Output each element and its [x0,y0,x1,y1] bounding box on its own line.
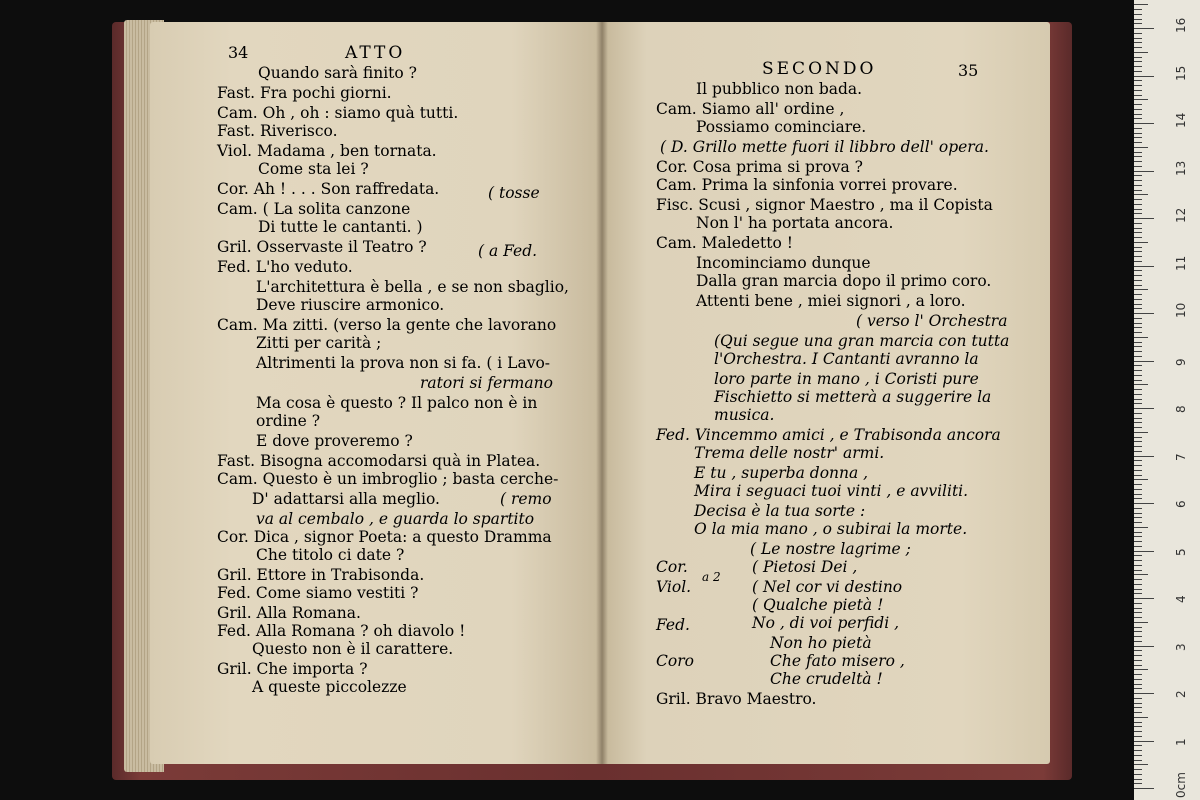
ruler-tick [1134,14,1142,15]
text-line: Viol. Madama , ben tornata. [217,142,437,160]
text-line: ( Qualche pietà ! [752,596,884,614]
text-line: Trema delle nostr' armi. [694,444,885,462]
ruler-tick [1134,57,1142,58]
ruler-tick [1134,204,1142,205]
ruler-tick [1134,266,1154,267]
ruler-tick [1134,665,1142,666]
ruler-tick [1134,147,1148,148]
ruler-tick [1134,28,1154,29]
text-line: ( Nel cor vi destino [752,578,903,596]
text-line: ( Le nostre lagrime ; [750,540,911,558]
ruler-tick [1134,603,1142,604]
text-line: Non l' ha portata ancora. [696,214,894,232]
ruler-tick [1134,185,1142,186]
speaker-label: Viol. [656,578,692,596]
ruler-tick [1134,432,1148,433]
stage-direction: va al cembalo , e guarda lo spartito [256,510,535,528]
ruler-label: 4 [1174,595,1188,603]
stage-direction: musica. [714,406,775,424]
ruler-tick [1134,498,1142,499]
ruler-tick [1134,370,1142,371]
ruler-tick [1134,285,1142,286]
text-line: Il pubblico non bada. [696,80,863,98]
ruler-tick [1134,769,1142,770]
ruler-tick [1134,636,1142,637]
ruler-tick [1134,631,1142,632]
text-line: Cor. Dica , signor Poeta: a questo Dramma [217,528,552,546]
ruler-tick [1134,479,1148,480]
text-line: Ma cosa è questo ? Il palco non è in [256,394,538,412]
ruler-tick [1134,517,1142,518]
ruler-tick [1134,66,1142,67]
text-line: Gril. Ettore in Trabisonda. [217,566,425,584]
text-line: Gril. Osservaste il Teatro ? [217,238,427,256]
ruler-tick [1134,47,1142,48]
text-line: D' adattarsi alla meglio. [252,490,440,508]
ruler-tick [1134,361,1154,362]
ruler-tick [1134,684,1142,685]
ruler-tick [1134,294,1142,295]
ruler-tick [1134,394,1142,395]
text-line: Cam. Ma zitti. (verso la gente che lavorano [217,316,557,334]
ruler-label: 5 [1174,547,1188,556]
ruler-tick [1134,413,1142,414]
stage-direction: (Qui segue una gran marcia con tutta [714,332,1010,350]
text-line: Attenti bene , miei signori , a loro. [696,292,966,310]
ruler-tick [1134,755,1142,756]
ruler-tick [1134,731,1142,732]
ruler-tick [1134,760,1142,761]
text-line: Mira i seguaci tuoi vinti , e avviliti. [694,482,969,500]
ruler-label: 16 [1174,17,1188,33]
ruler-tick [1134,23,1142,24]
text-line: Dalla gran marcia dopo il primo coro. [696,272,992,290]
text-line: Non ho pietà [770,634,872,652]
ruler-tick [1134,76,1154,77]
speaker-label: Coro [656,652,694,670]
text-line: Cam. Prima la sinfonia vorrei provare. [656,176,958,194]
ruler-tick [1134,109,1142,110]
ruler-label: 15 [1174,65,1188,81]
text-line: Fed. Come siamo vestiti ? [217,584,419,602]
text-line: Fed. Alla Romana ? oh diavolo ! [217,622,466,640]
ruler-tick [1134,489,1142,490]
ruler-tick [1134,346,1142,347]
ruler-tick [1134,80,1142,81]
ruler-tick [1134,142,1142,143]
ruler-label: 8 [1174,405,1188,413]
ruler-tick [1134,693,1154,694]
ruler-tick [1134,327,1142,328]
stage-direction: Fischietto si metterà a suggerire la [714,388,992,406]
ruler-tick [1134,608,1142,609]
text-line: Cor. Ah ! . . . Son raffredata. [217,180,440,198]
text-line: Fed. L'ho veduto. [217,258,353,276]
ruler-tick [1134,451,1142,452]
ruler-tick [1134,551,1154,552]
text-line: ( Pietosi Dei , [752,558,858,576]
ruler-tick [1134,42,1142,43]
ruler-tick [1134,342,1142,343]
ruler-label: 11 [1174,255,1188,271]
ruler-tick [1134,446,1142,447]
ruler-label: 14 [1174,112,1188,128]
a-due-marker: a 2 [702,570,721,584]
ruler-tick [1134,494,1142,495]
ruler-tick [1134,726,1142,727]
left-page-number: 34 [228,43,249,62]
ruler-tick [1134,465,1142,466]
text-line: Cor. Cosa prima si prova ? [656,158,863,176]
ruler-tick [1134,304,1142,305]
ruler-label: 9 [1174,357,1188,366]
gutter [596,22,608,764]
ruler-tick [1134,589,1142,590]
ruler-tick [1134,546,1142,547]
ruler-tick [1134,745,1142,746]
text-line: Possiamo cominciare. [696,118,867,136]
stage-direction: l'Orchestra. I Cantanti avranno la [714,350,979,368]
text-line: Zitti per carità ; [256,334,382,352]
text-line: Fast. Riverisco. [217,122,338,140]
text-line: Che fato misero , [770,652,905,670]
stage-direction: ( verso l' Orchestra [856,312,1008,330]
text-line: O la mia mano , o subirai la morte. [694,520,968,538]
ruler-tick [1134,560,1142,561]
ruler-tick [1134,389,1142,390]
ruler-tick [1134,641,1142,642]
ruler-tick [1134,33,1142,34]
ruler-tick [1134,261,1142,262]
text-line: Cam. ( La solita canzone [217,200,411,218]
ruler-tick [1134,199,1142,200]
ruler-tick [1134,536,1142,537]
ruler-tick [1134,38,1142,39]
ruler-tick [1134,175,1142,176]
ruler-tick [1134,532,1142,533]
ruler-tick [1134,764,1148,765]
ruler-tick [1134,128,1142,129]
ruler-tick [1134,85,1142,86]
text-line: Come sta lei ? [258,160,369,178]
stage-direction: ratori si fermano [420,374,553,392]
ruler-tick [1134,503,1154,504]
stage-direction: ( D. Grillo mette fuori il libbro dell' opera. [660,138,989,156]
text-line: Fed. Vincemmo amici , e Trabisonda ancora [656,426,1001,444]
ruler-tick [1134,4,1148,5]
ruler-tick [1134,779,1142,780]
ruler-tick [1134,427,1142,428]
ruler-tick [1134,774,1142,775]
ruler-tick [1134,270,1142,271]
ruler-label: 7 [1174,452,1188,461]
ruler-tick [1134,750,1142,751]
ruler-tick [1134,541,1142,542]
ruler-tick [1134,351,1142,352]
ruler-tick [1134,166,1142,167]
ruler-tick [1134,650,1142,651]
left-page-heading: ATTO [345,43,406,63]
right-page-heading: SECONDO [762,59,877,79]
ruler-tick [1134,247,1142,248]
ruler-label: 6 [1174,500,1188,508]
ruler-tick [1134,555,1142,556]
ruler-tick [1134,598,1154,599]
text-line: Di tutte le cantanti. ) [258,218,423,236]
ruler-label: 3 [1174,642,1188,651]
ruler-tick [1134,707,1142,708]
ruler-tick [1134,232,1142,233]
ruler-tick [1134,323,1142,324]
ruler-tick [1134,337,1148,338]
ruler-tick [1134,627,1142,628]
ruler-tick [1134,90,1142,91]
stage-direction: ( a Fed. [478,242,538,260]
ruler-label: 13 [1174,160,1188,176]
right-page-number: 35 [958,61,979,80]
measurement-ruler [1134,0,1200,800]
ruler-tick [1134,522,1142,523]
ruler-tick [1134,403,1142,404]
ruler-tick [1134,104,1142,105]
ruler-label: 2 [1174,690,1188,698]
ruler-tick [1134,242,1148,243]
ruler-tick [1134,579,1142,580]
ruler-tick [1134,617,1142,618]
ruler-tick [1134,384,1148,385]
ruler-tick [1134,171,1154,172]
text-line: ordine ? [256,412,321,430]
ruler-tick [1134,114,1142,115]
text-line: Incominciamo dunque [696,254,871,272]
text-line: L'architettura è bella , e se non sbaglio, [256,278,569,296]
ruler-tick [1134,460,1142,461]
ruler-tick [1134,622,1148,623]
text-line: Cam. Questo è un imbroglio ; basta cerche- [217,470,559,488]
text-line: E dove proveremo ? [256,432,413,450]
ruler-tick [1134,612,1142,613]
ruler-tick [1134,570,1142,571]
ruler-tick [1134,61,1142,62]
ruler-tick [1134,133,1142,134]
ruler-tick [1134,365,1142,366]
ruler-tick [1134,9,1142,10]
ruler-tick [1134,251,1142,252]
ruler-tick [1134,698,1142,699]
ruler-tick [1134,703,1142,704]
ruler-tick [1134,593,1142,594]
ruler-tick [1134,669,1148,670]
ruler-tick [1134,527,1148,528]
text-line: Questo non è il carattere. [252,640,454,658]
ruler-tick [1134,380,1142,381]
ruler-tick [1134,484,1142,485]
ruler-tick [1134,209,1142,210]
ruler-tick [1134,52,1148,53]
text-line: E tu , superba donna , [694,464,869,482]
ruler-label: 0cm [1174,772,1188,798]
ruler-tick [1134,574,1148,575]
ruler-tick [1134,508,1142,509]
ruler-tick [1134,475,1142,476]
text-line: No , di voi perfidi , [752,614,900,632]
stage-direction: ( tosse [488,184,540,202]
text-line: Fast. Bisogna accomodarsi quà in Platea. [217,452,541,470]
text-line: Fisc. Scusi , signor Maestro , ma il Copista [656,196,993,214]
ruler-tick [1134,275,1142,276]
ruler-tick [1134,422,1142,423]
text-line: Cam. Siamo all' ordine , [656,100,845,118]
text-line: Che crudeltà ! [770,670,883,688]
ruler-tick [1134,71,1142,72]
ruler-label: 12 [1174,207,1188,223]
ruler-tick [1134,123,1154,124]
speaker-label: Fed. [656,616,690,634]
ruler-tick [1134,194,1148,195]
ruler-label: 10 [1174,302,1188,318]
ruler-tick [1134,741,1154,742]
ruler-tick [1134,256,1142,257]
text-line: Altrimenti la prova non si fa. ( i Lavo- [256,354,551,372]
ruler-tick [1134,655,1142,656]
ruler-tick [1134,513,1142,514]
text-line: Deve riuscire armonico. [256,296,445,314]
ruler-tick [1134,280,1142,281]
ruler-tick [1134,152,1142,153]
ruler-tick [1134,237,1142,238]
ruler-tick [1134,441,1142,442]
ruler-tick [1134,456,1154,457]
ruler-tick [1134,437,1142,438]
text-line: Gril. Che importa ? [217,660,368,678]
ruler-tick [1134,399,1142,400]
ruler-tick [1134,313,1154,314]
ruler-tick [1134,470,1142,471]
text-line: Cam. Oh , oh : siamo quà tutti. [217,104,459,122]
ruler-label: 1 [1174,737,1188,746]
stage-direction: ( remo [500,490,552,508]
ruler-tick [1134,299,1142,300]
text-line: Gril. Alla Romana. [217,604,361,622]
ruler-tick [1134,712,1142,713]
ruler-tick [1134,213,1142,214]
ruler-tick [1134,674,1142,675]
text-line: Fast. Fra pochi giorni. [217,84,392,102]
ruler-tick [1134,161,1142,162]
ruler-tick [1134,318,1142,319]
ruler-tick [1134,356,1142,357]
ruler-tick [1134,584,1142,585]
ruler-tick [1134,375,1142,376]
speaker-label: Cor. [656,558,688,576]
ruler-tick [1134,190,1142,191]
text-line: Decisa è la tua sorte : [694,502,866,520]
ruler-tick [1134,565,1142,566]
ruler-tick [1134,418,1142,419]
ruler-tick [1134,722,1142,723]
ruler-tick [1134,688,1142,689]
ruler-tick [1134,332,1142,333]
ruler-tick [1134,736,1142,737]
ruler-tick [1134,137,1142,138]
stage-direction: loro parte in mano , i Coristi pure [714,370,979,388]
ruler-tick [1134,679,1142,680]
text-line: A queste piccolezze [252,678,407,696]
ruler-tick [1134,180,1142,181]
text-line: Quando sarà finito ? [258,64,417,82]
ruler-tick [1134,218,1154,219]
ruler-tick [1134,660,1142,661]
ruler-tick [1134,408,1154,409]
ruler-tick [1134,308,1142,309]
ruler-tick [1134,289,1148,290]
text-line: Che titolo ci date ? [256,546,405,564]
ruler-tick [1134,788,1154,789]
ruler-tick [1134,223,1142,224]
ruler-tick [1134,156,1142,157]
ruler-tick [1134,95,1142,96]
ruler-tick [1134,99,1148,100]
text-line: Gril. Bravo Maestro. [656,690,817,708]
ruler-tick [1134,118,1142,119]
text-line: Cam. Maledetto ! [656,234,793,252]
ruler-tick [1134,19,1142,20]
ruler-tick [1134,646,1154,647]
ruler-tick [1134,717,1148,718]
ruler-tick [1134,228,1142,229]
ruler-tick [1134,783,1142,784]
